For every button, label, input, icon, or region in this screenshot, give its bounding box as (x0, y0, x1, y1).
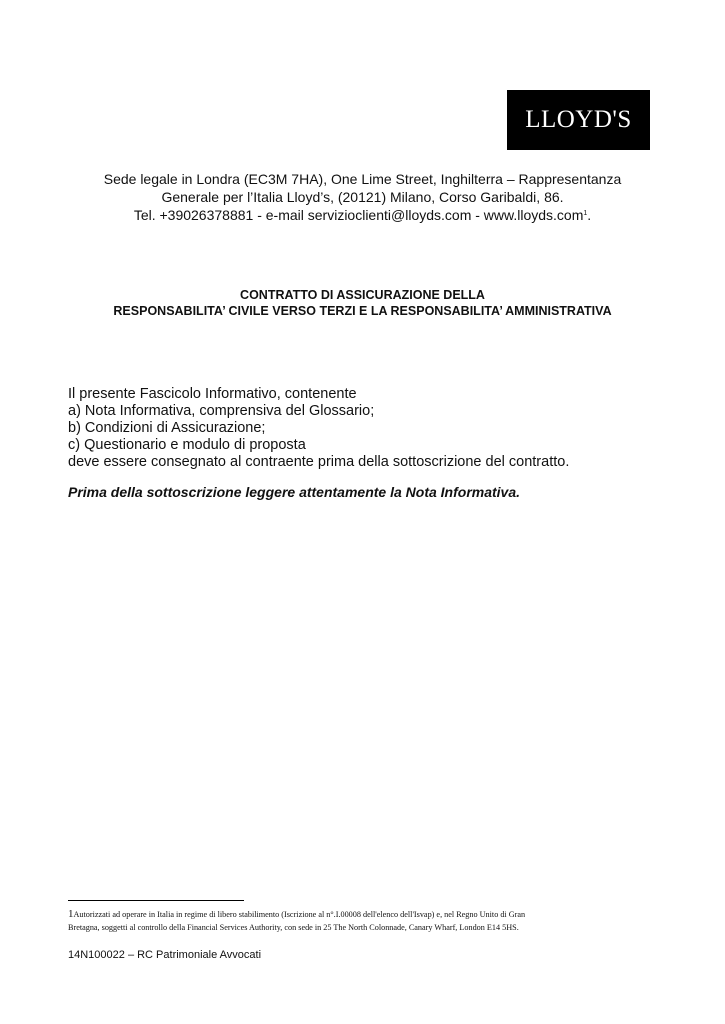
footnote (68, 908, 668, 934)
intro-line: Il presente Fascicolo Informativo, contenente (68, 386, 357, 402)
lloyds-logo (507, 90, 650, 150)
list-item-b: b) Condizioni di Assicurazione; (68, 420, 266, 436)
header-line-3 (60, 206, 665, 224)
footnote-mark: 1 (68, 908, 74, 920)
header-line-2: Generale per l’Italia Lloyd’s, (20121) Milano, Corso Garibaldi, 86. (161, 189, 564, 205)
header-line-1: Sede legale in Londra (EC3M 7HA), One Lime Street, Inghilterra – Rappresentanza (103, 171, 622, 187)
list-item-c: c) Questionario e modulo di proposta (68, 437, 306, 453)
company-header (60, 170, 665, 224)
contract-title (40, 287, 685, 319)
title-line-2: RESPONSABILITA’ CIVILE VERSO TERZI E LA RESPONSABILITA’ AMMINISTRATIVA (113, 304, 612, 318)
intro-paragraph (68, 386, 668, 471)
intro-closing: deve essere consegnato al contraente prima della sottoscrizione del contratto. (68, 454, 570, 470)
title-line-1: CONTRATTO DI ASSICURAZIONE DELLA (240, 288, 485, 302)
document-code: 14N100022 – RC Patrimoniale Avvocati (68, 949, 262, 961)
logo-text: LLOYD'S (525, 106, 632, 133)
footnote-reference: 1 (583, 210, 588, 217)
reading-notice: Prima della sottoscrizione leggere attentamente la Nota Informativa. (68, 484, 521, 500)
footnote-text-1: Autorizzati ad operare in Italia in regime di libero stabilimento (Iscrizione al n°.I.00008 dell'elenco dell'Isvap) e, nel Regno Unito di Gran (73, 910, 526, 919)
header-period: . (587, 207, 592, 223)
footnote-text-2: Bretagna, soggetti al controllo della Financial Services Authority, con sede in 25 The North Colonnade, Canary Wharf, London E14 5HS. (68, 923, 519, 932)
footnote-line-1 (68, 908, 668, 921)
contact-info: Tel. +39026378881 - e-mail servizioclienti@lloyds.com - www.lloyds.com (133, 207, 584, 223)
footnote-divider (68, 900, 244, 901)
list-item-a: a) Nota Informativa, comprensiva del Glossario; (68, 403, 375, 419)
